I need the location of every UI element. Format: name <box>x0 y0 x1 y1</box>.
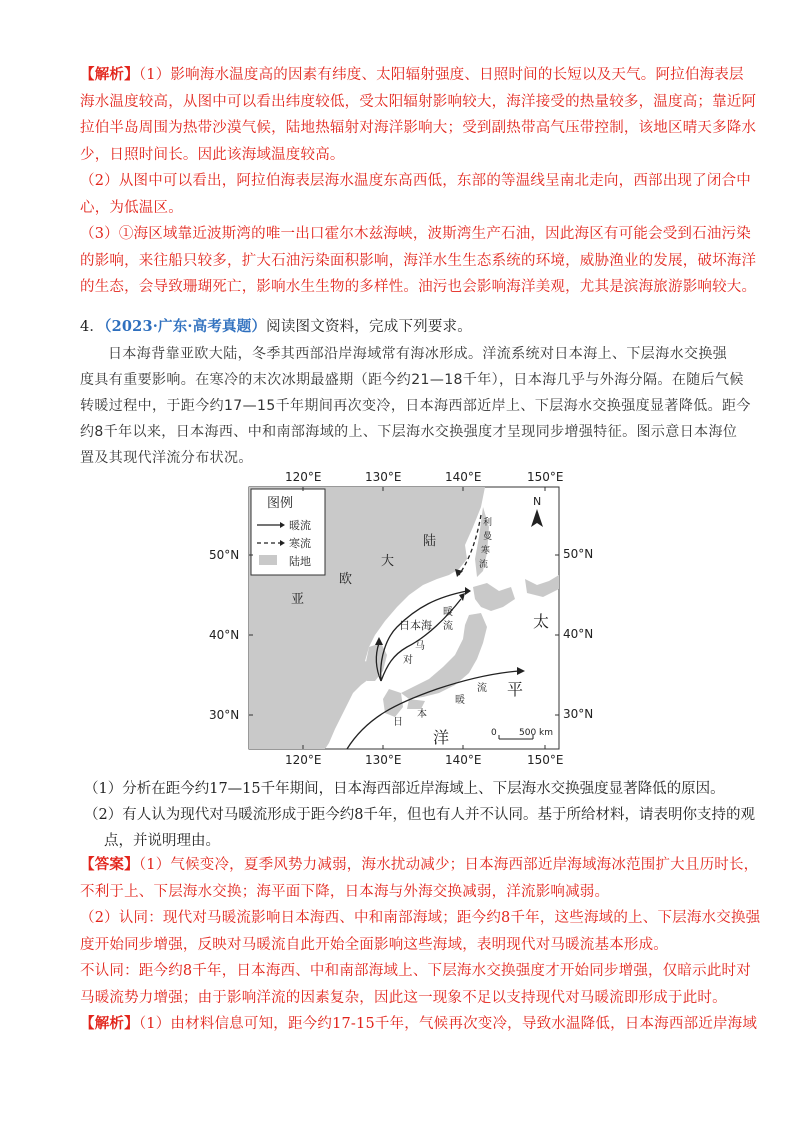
answer-line: （1）气候变冷，夏季风势力减弱，海水扰动减少；日本海西部近岸海域海冰范围扩大且历时长， <box>138 857 759 873</box>
analysis-line: 的生态，会导致珊瑚死亡，影响水生生物的多样性。油污也会影响海洋美观，尤其是滨海旅游影响较大。 <box>80 279 757 295</box>
analysis-line: 少，日照时间长。因此该海域温度较高。 <box>80 146 345 163</box>
passage-line: 度具有重要影响。在寒冷的末次冰期最盛期（距今约21—18千年），日本海几乎与外海分隔。在随后气候 <box>80 372 744 388</box>
lat-label-right: 40°N <box>563 627 594 641</box>
ocean-label: 洋 <box>433 728 450 747</box>
warm-current-label: 对 <box>403 655 413 666</box>
lon-label-top: 120°E <box>285 470 322 484</box>
kuroshio-label: 本 <box>417 709 427 720</box>
cold-current-label: 利 <box>483 518 493 528</box>
lat-label-left: 30°N <box>209 708 240 722</box>
lon-label-bottom: 150°E <box>527 753 564 767</box>
scale-label: 500 km <box>519 728 554 738</box>
lat-label-left: 50°N <box>209 548 240 562</box>
right-lat-column <box>563 467 603 750</box>
cold-current-label: 寒 <box>481 546 491 556</box>
analysis-tag: 【解析】 <box>80 66 139 83</box>
warm-current-label: 暖 <box>443 607 453 618</box>
legend-land-swatch <box>259 555 277 565</box>
answer-line: 度开始同步增强，反映对马暖流自此开始全面影响这些海域，表明现代对马暖流基本形成。 <box>80 936 668 953</box>
subquestion-2-cont: 点，并说明理由。 <box>104 833 220 849</box>
analysis-line: 的影响，来往船只较多，扩大石油污染面积影响，海洋水生生态系统的环境，威胁渔业的发展，破坏海洋 <box>80 252 757 269</box>
japan-sea-map <box>209 467 594 767</box>
warm-current-label: 马 <box>415 641 425 652</box>
analysis-block-1 <box>80 62 757 301</box>
ocean-label: 太 <box>533 612 550 631</box>
legend-title: 图例 <box>267 496 294 511</box>
analysis-line: （1）影响海水温度高的因素有纬度、太阳辐射强度、日照时间的长短以及天气。阿拉伯海表层 <box>138 67 744 83</box>
lon-label-bottom: 120°E <box>285 753 322 767</box>
kuroshio-label: 暖 <box>455 695 465 706</box>
legend-land-label: 陆地 <box>289 555 311 568</box>
kuroshio-label: 流 <box>477 683 487 694</box>
land-label: 亚 <box>291 592 305 607</box>
warm-current-label: 流 <box>443 621 453 632</box>
legend-cold-label: 寒流 <box>289 537 311 550</box>
ocean-label: 平 <box>507 680 524 699</box>
bottom-lon-row <box>237 753 569 769</box>
question-number: 4． <box>80 319 105 335</box>
answer-block <box>80 852 761 1011</box>
cold-current-label: 流 <box>479 560 489 570</box>
lat-label-right: 50°N <box>563 547 594 561</box>
answer-line: （2）认同：现代对马暖流影响日本海西、中和南部海域；距今约8千年，这些海域的上、下层海水交换强 <box>80 910 761 926</box>
analysis-line: 海水温度较高，从图中可以看出纬度较低，受太阳辐射影响较大，海洋接受的热量较多，温度高；靠近阿 <box>80 93 757 110</box>
legend-warm-label: 暖流 <box>289 519 311 532</box>
map-svg <box>209 467 569 750</box>
passage-line: 转暖过程中，于距今约17—15千年期间再次变冷，日本海西部近岸上、下层海水交换强度显著降低。距今 <box>80 398 751 414</box>
answer-line: 马暖流势力增强；由于影响洋流的因素复杂，因此这一现象不足以支持现代对马暖流即形成于此时。 <box>80 989 727 1006</box>
answer-line: 不利于上、下层海水交换；海平面下降，日本海与外海交换减弱，洋流影响减弱。 <box>80 883 610 900</box>
analysis-line: （2）从图中可以看出，阿拉伯海表层海水温度东高西低，东部的等温线呈南北走向，西部出现了闭合中 <box>80 173 751 189</box>
land-label: 大 <box>381 554 395 569</box>
lat-label-left: 40°N <box>209 628 240 642</box>
kuroshio-label: 日 <box>393 717 403 728</box>
analysis-tag-2: 【解析】 <box>80 1015 139 1032</box>
question-source: （2023·广东·高考真题） <box>104 318 267 335</box>
lon-label-top: 150°E <box>527 470 564 484</box>
svg-text:N: N <box>533 495 542 508</box>
subquestions <box>84 776 755 854</box>
land-label: 欧 <box>339 572 353 587</box>
answer-line: 不认同：距今约8千年，日本海西、中和南部海域上、下层海水交换强度才开始同步增强，仅暗示此时对 <box>80 963 751 979</box>
analysis-block-2 <box>80 1011 758 1038</box>
analysis-line: （3）①海区域靠近波斯湾的唯一出口霍尔木兹海峡，波斯湾生产石油，因此海区有可能会受到石油污染 <box>80 226 751 242</box>
passage-line: 日本海背靠亚欧大陆，冬季其西部沿岸海域常有海冰形成。洋流系统对日本海上、下层海水交换强 <box>108 346 728 362</box>
cold-current-label: 曼 <box>483 532 493 542</box>
analysis-line: 拉伯半岛周围为热带沙漠气候，陆地热辐射对海洋影响大；受到副热带高气压带控制，该地区晴天多降水 <box>80 120 757 136</box>
land-label: 陆 <box>423 534 437 549</box>
lon-label-top: 130°E <box>365 470 402 484</box>
scale-zero: 0 <box>491 728 497 738</box>
analysis-line: 心，为低温区。 <box>80 199 183 216</box>
passage-line: 置及其现代洋流分布状况。 <box>80 450 253 466</box>
subquestion-2: （2）有人认为现代对马暖流形成于距今约8千年，但也有人并不认同。基于所给材料，请表明你支持的观 <box>84 807 755 823</box>
subquestion-1: （1）分析在距今约17—15千年期间，日本海西部近岸海域上、下层海水交换强度显著降低的原因。 <box>84 781 725 797</box>
lon-label-bottom: 130°E <box>365 753 402 767</box>
question-header <box>80 314 720 341</box>
lat-label-right: 30°N <box>563 707 594 721</box>
lon-label-bottom: 140°E <box>445 753 482 767</box>
analysis-line-2: （1）由材料信息可知，距今约17-15千年，气候再次变冷，导致水温降低，日本海西部近岸海域 <box>138 1016 758 1032</box>
reading-passage <box>80 341 751 471</box>
answer-tag: 【答案】 <box>80 856 139 873</box>
question-prompt: 阅读图文资料，完成下列要求。 <box>266 319 472 335</box>
sea-label: 日本海 <box>399 619 432 632</box>
passage-line: 约8千年以来，日本海西、中和南部海域的上、下层海水交换强度才呈现同步增强特征。图示意日本海位 <box>80 424 738 440</box>
lon-label-top: 140°E <box>445 470 482 484</box>
